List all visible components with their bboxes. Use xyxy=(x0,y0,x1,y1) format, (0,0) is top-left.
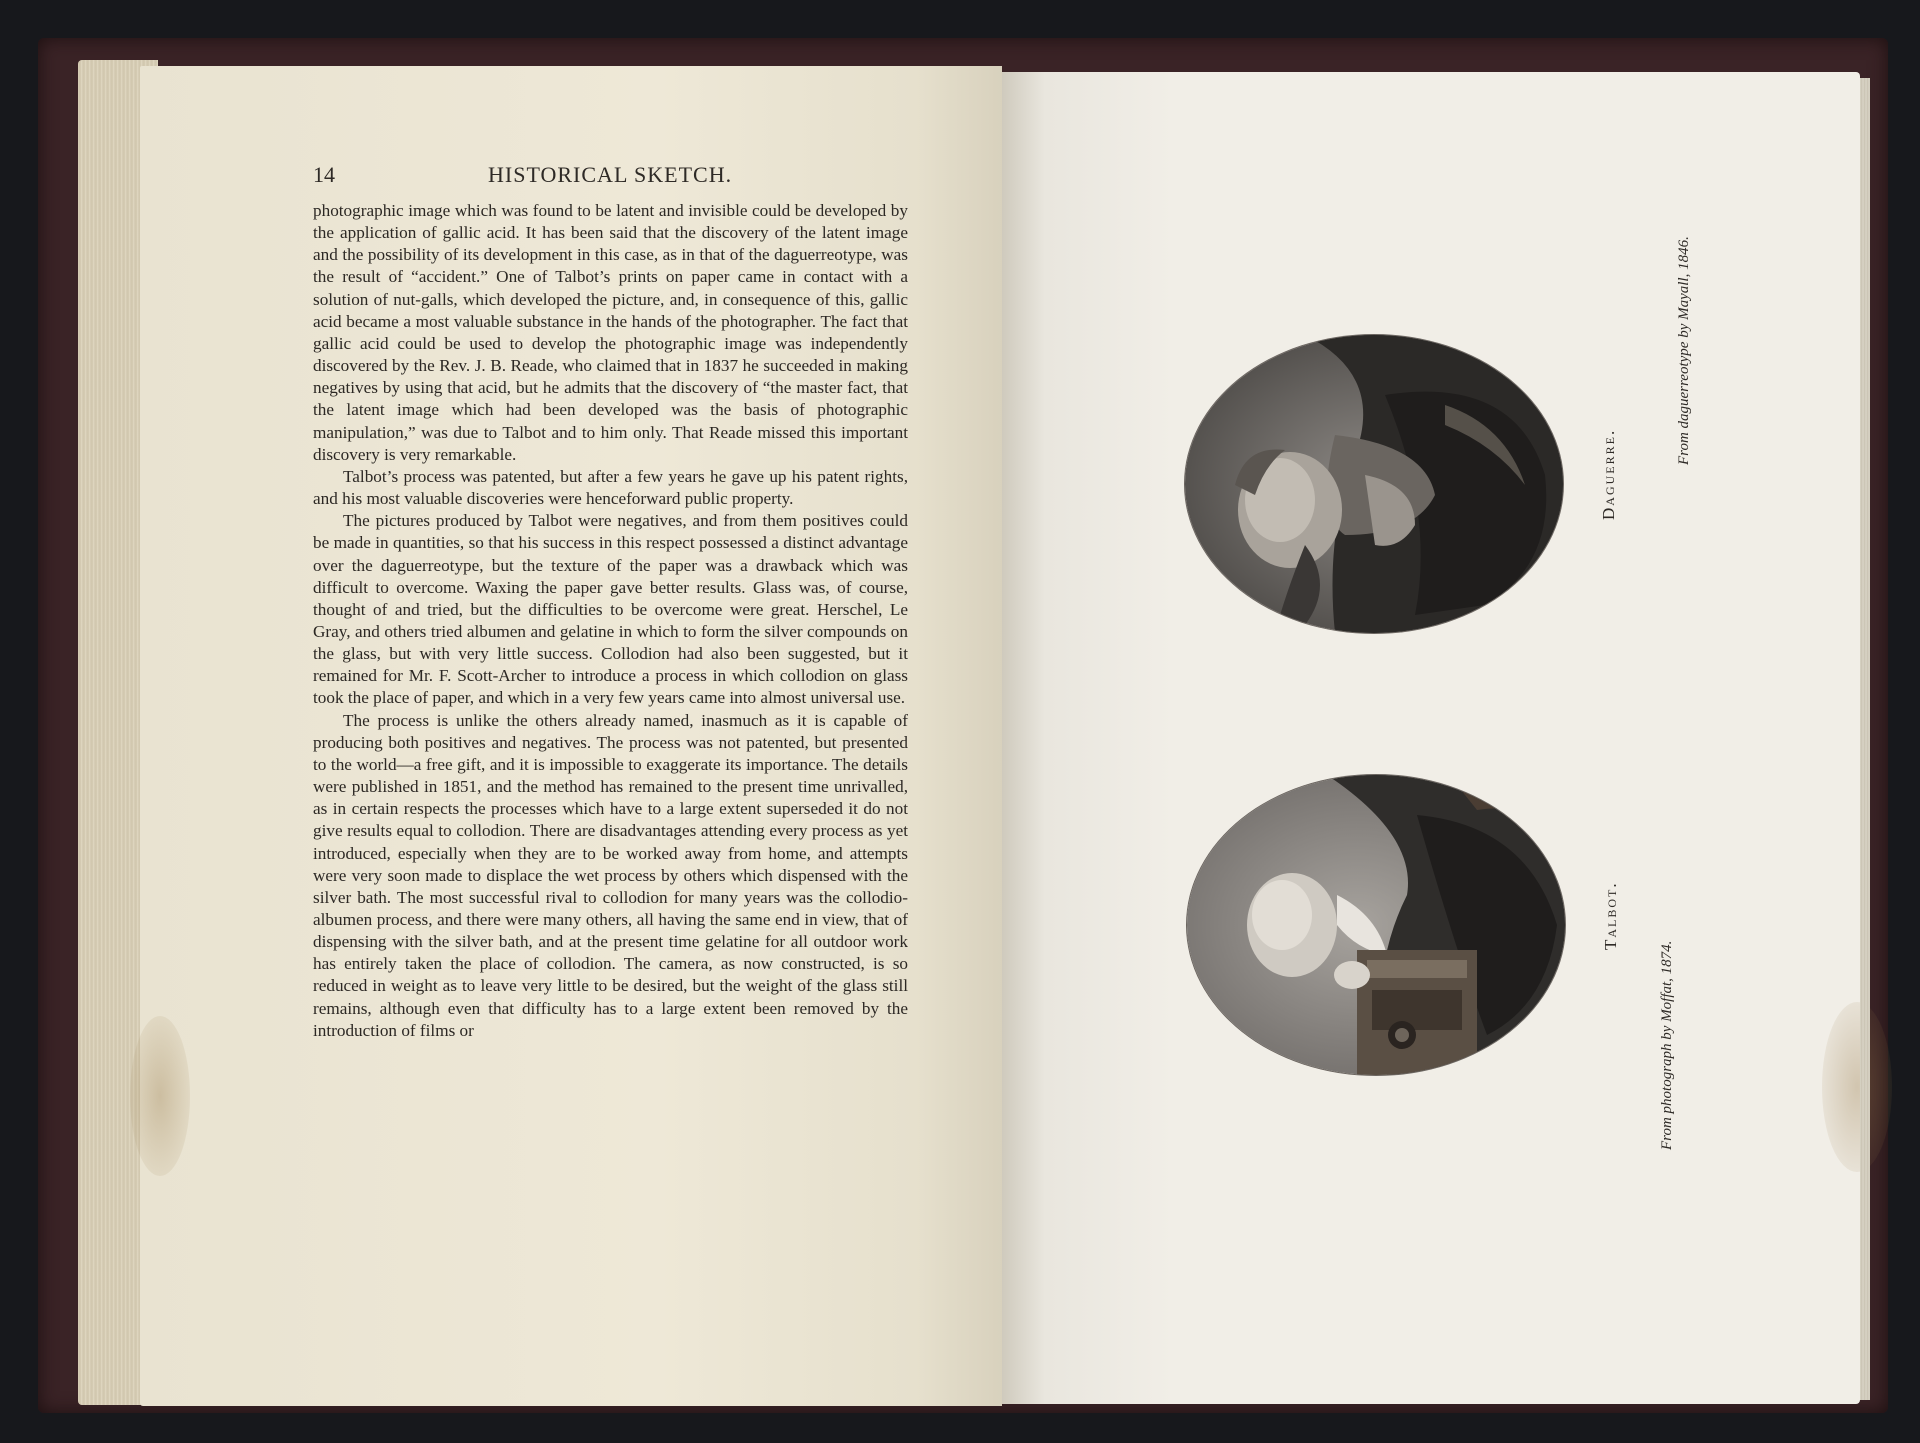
paragraph: The process is unlike the others already named, inasmuch as it is capable of producing both positives and negatives. The process was not patented, but presented to the world—a free gift, and it is impossible to exaggerate its importance. The details were published in 1851, and the method has remained to the present time unrivalled, as in certain respects the processes which have to a large extent superseded it do not give results equal to collodion. There are disadvantages attending every process as yet introduced, especially when they are to be worked away from home, and attempts were very soon made to displace the wet process by others which dispensed with the silver bath. The most successful rival to collodion for many years was the collodio-albumen process, and there were many others, all having the same end in view, that of dispensing with the silver bath, and at the present time gelatine for all outdoor work has entirely taken the place of collodion. The camera, as now constructed, is so reduced in weight as to leave very little to be desired, but the weight of the glass still remains, although even that difficulty has to a large extent been removed by the introduction of films or xyxy=(313,710,908,1040)
page-header xyxy=(313,162,913,192)
daguerre-name-caption: Daguerre. xyxy=(1599,428,1618,520)
talbot-credit-caption: From photograph by Moffat, 1874. xyxy=(1659,940,1675,1150)
water-stain xyxy=(1822,1002,1892,1172)
right-page-edges xyxy=(1860,78,1870,1400)
talbot-name-caption: Talbot. xyxy=(1601,881,1620,950)
talbot-portrait xyxy=(1187,775,1565,1075)
running-head: HISTORICAL SKETCH. xyxy=(488,162,733,187)
paragraph: Talbot’s process was patented, but after a few years he gave up his patent rights, and his most valuable discoveries were henceforward public property. xyxy=(313,466,908,509)
paragraph: photographic image which was found to be latent and invisible could be developed by the application of gallic acid. It has been said that the discovery of the latent image and the possibility of its development in this case, as in that of the daguerreotype, was the result of “accident.” One of Talbot’s prints on paper came in contact with a solution of nut-galls, which developed the picture, and, in consequence of this, gallic acid became a most valuable substance in the hands of the photographer. The fact that gallic acid could be used to develop the photographic image was independently discovered by the Rev. J. B. Reade, who claimed that in 1837 he succeeded in making negatives by using that acid, but he admits that the discovery of “the master fact, that the latent image which had been developed was the basis of photographic manipulation,” was due to Talbot and to him only. That Reade missed this important discovery is very remarkable. xyxy=(313,201,908,464)
right-page xyxy=(1002,72,1860,1404)
paragraph: The pictures produced by Talbot were negatives, and from them positives could be made in quantities, so that his success in this respect possessed a distinct advantage over the daguerreotype, but the texture of the paper was a drawback which was difficult to overcome. Waxing the paper gave better results. Glass was, of course, thought of and tried, but the difficulties to be overcome were great. Herschel, Le Gray, and others tried albumen and gelatine in which to form the silver compounds on the glass, but with very little success. Collodion had also been suggested, but it remained for Mr. F. Scott-Archer to introduce a process in which collodion on glass took the place of paper, and which in a very few years came into almost universal use. xyxy=(313,511,908,708)
page-number: 14 xyxy=(313,162,335,187)
water-stain xyxy=(130,1016,190,1176)
daguerre-credit-caption: From daguerreotype by Mayall, 1846. xyxy=(1676,236,1692,465)
body-text xyxy=(313,200,908,1042)
daguerre-portrait xyxy=(1185,335,1563,633)
